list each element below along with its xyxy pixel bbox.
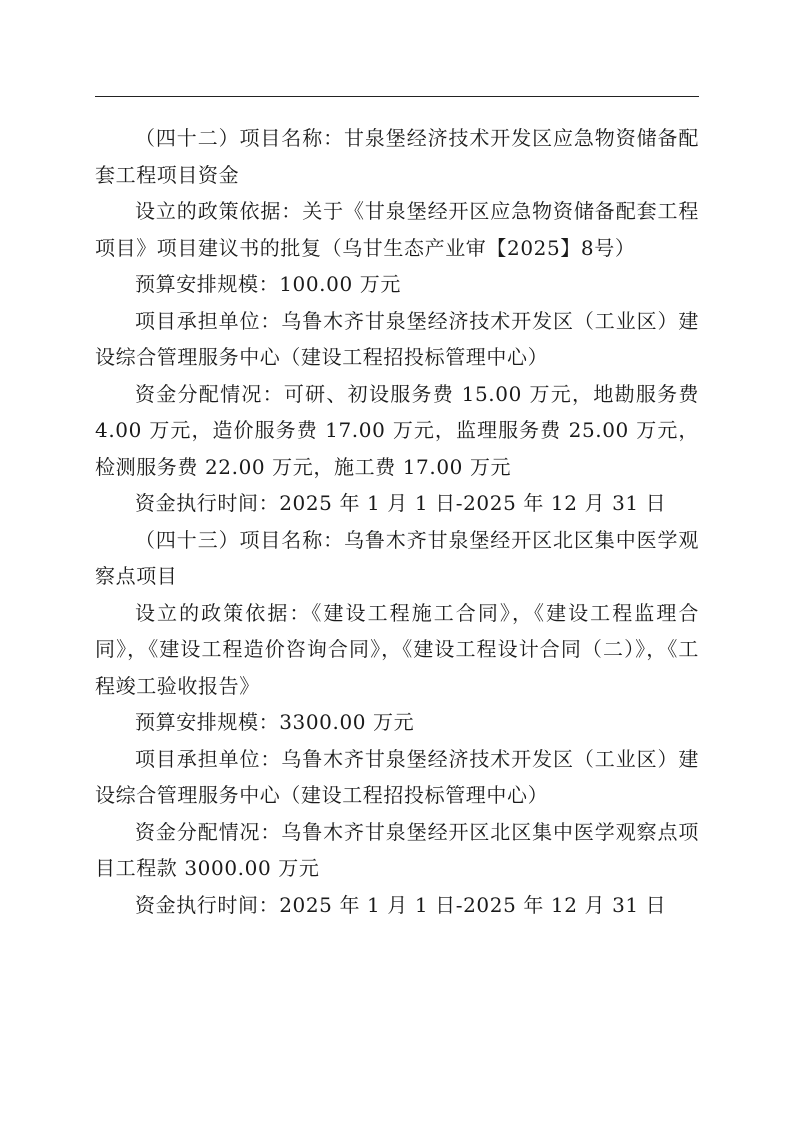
project-43-execution-time: 资金执行时间：2025 年 1 月 1 日-2025 年 12 月 31 日 <box>135 892 667 917</box>
document-body <box>95 120 699 923</box>
project-43-policy-basis: 设立的政策依据：《建设工程施工合同》，《建设工程监理合同》，《建设工程造价咨询合同》，《建设工程设计合同（二）》，《工程竣工验收报告》 <box>95 600 699 698</box>
project-43-name: （四十三）项目名称：乌鲁木齐甘泉堡经开区北区集中医学观察点项目 <box>95 527 699 588</box>
project-42-name: （四十二）项目名称：甘泉堡经济技术开发区应急物资储备配套工程项目资金 <box>95 126 699 187</box>
project-42-undertaking-unit: 项目承担单位：乌鲁木齐甘泉堡经济技术开发区（工业区）建设综合管理服务中心（建设工程招投标管理中心） <box>95 308 699 369</box>
project-42-execution-time: 资金执行时间：2025 年 1 月 1 日-2025 年 12 月 31 日 <box>135 491 667 515</box>
project-42-budget: 预算安排规模：100.00 万元 <box>135 272 401 296</box>
project-43-undertaking-unit: 项目承担单位：乌鲁木齐甘泉堡经济技术开发区（工业区）建设综合管理服务中心（建设工程招投标管理中心） <box>95 746 699 807</box>
project-42-policy-basis: 设立的政策依据：关于《甘泉堡经开区应急物资储备配套工程项目》项目建议书的批复（乌甘生态产业审【2025】8号） <box>95 199 699 260</box>
project-43-fund-allocation: 资金分配情况：乌鲁木齐甘泉堡经开区北区集中医学观察点项目工程款 3000.00 万元 <box>95 819 699 880</box>
header-rule <box>95 96 699 97</box>
project-42-fund-allocation: 资金分配情况：可研、初设服务费 15.00 万元，地勘服务费 4.00 万元，造价服务费 17.00 万元，监理服务费 25.00 万元，检测服务费 22.00 万元，施工费 17.00 万元 <box>95 381 699 479</box>
project-43-budget: 预算安排规模：3300.00 万元 <box>135 710 415 734</box>
